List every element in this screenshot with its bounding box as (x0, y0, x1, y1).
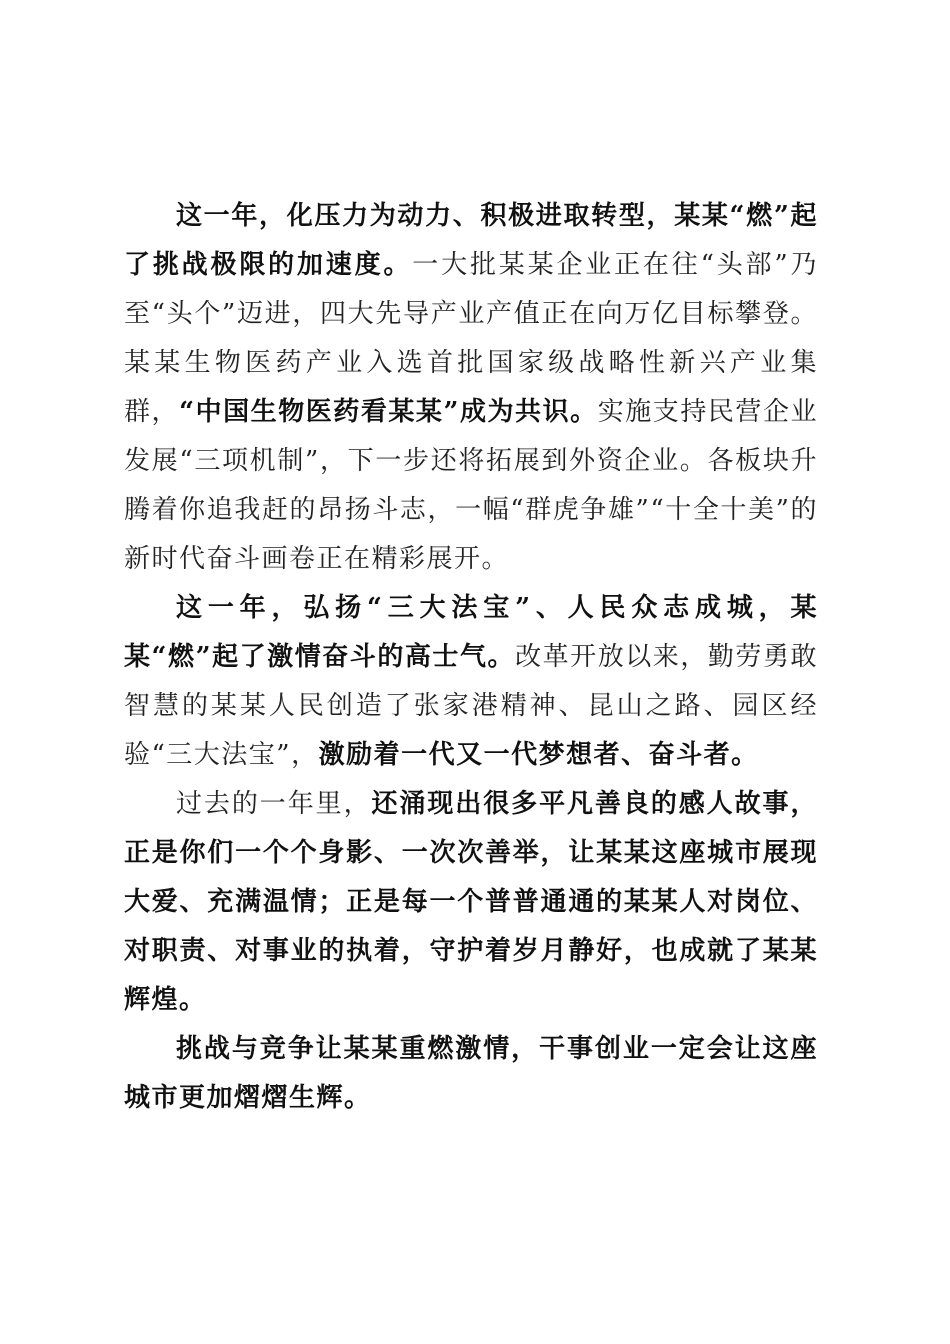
paragraph-2 (124, 584, 818, 780)
paragraph-2-bold-lead: 这一年，弘扬“三大法宝”、人民众志成城，某某“燃”起了激情奋斗的高士气。 (124, 593, 818, 672)
paragraph-1 (124, 192, 818, 584)
paragraph-1-bold-lead: 这一年，化压力为动力、积极进取转型，某某“燃”起了挑战极限的加速度。 (124, 201, 818, 280)
paragraph-3-lead: 过去的一年里， (176, 789, 372, 819)
paragraph-2-bold-end: 激励着一代又一代梦想者、奋斗者。 (318, 740, 759, 770)
document-page (124, 192, 818, 1123)
paragraph-3 (124, 780, 818, 1025)
paragraph-3-bold-body: 还涌现出很多平凡善良的感人故事，正是你们一个个身影、一次次善举，让某某这座城市展现大爱、充满温情；正是每一个普普通通的某某人对岗位、对职责、对事业的执着，守护着岁月静好，也成就了某某辉煌。 (124, 789, 818, 1015)
paragraph-1-body-end: 实施支持民营企业发展“三项机制”，下一步还将拓展到外资企业。各板块升腾着你追我赶的昂扬斗志，一幅“群虎争雄”“十全十美”的新时代奋斗画卷正在精彩展开。 (124, 397, 818, 574)
paragraph-1-bold-highlight: “中国生物医药看某某”成为共识。 (179, 397, 598, 427)
paragraph-2-body: 改革开放以来，勤劳勇敢智慧的某某人民创造了张家港精神、昆山之路、园区经验“三大法宝”， (124, 642, 818, 770)
paragraph-4-bold-body: 挑战与竞争让某某重燃激情，干事创业一定会让这座城市更加熠熠生辉。 (124, 1034, 818, 1113)
paragraph-1-body: 一大批某某企业正在往“头部”乃至“头个”迈进，四大先导产业产值正在向万亿目标攀登。某某生物医药产业入选首批国家级战略性新兴产业集群， (124, 250, 818, 427)
paragraph-4 (124, 1025, 818, 1123)
